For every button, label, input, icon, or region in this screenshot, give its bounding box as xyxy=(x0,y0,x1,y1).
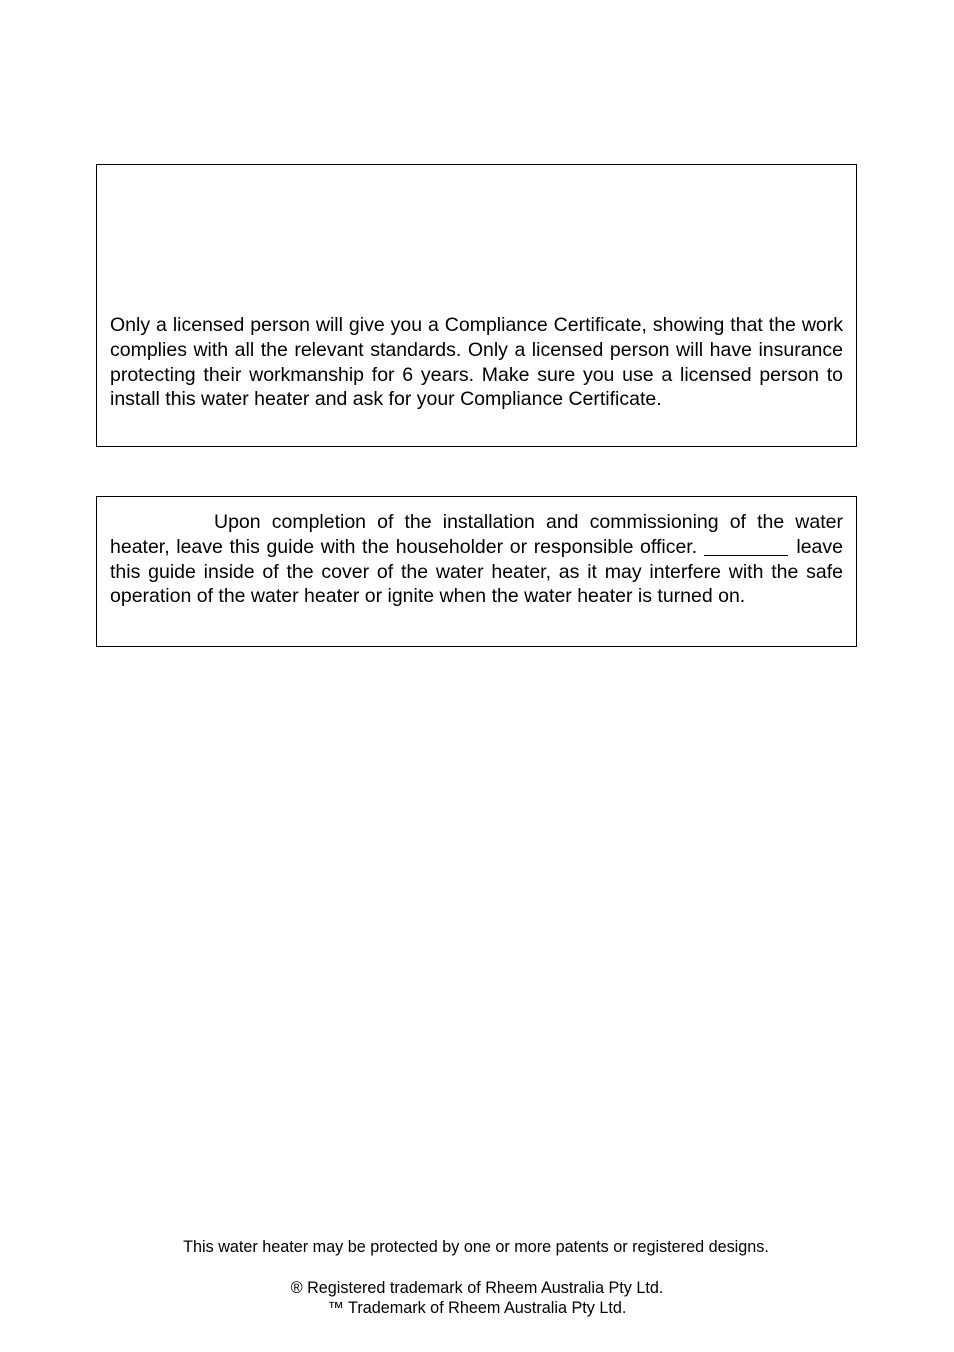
registered-trademark-notice: ® Registered trademark of Rheem Australia Pty Ltd. xyxy=(290,1279,664,1297)
licensed-person-notice-text: Only a licensed person will give you a Compliance Certificate, showing that the work complies with all the relevant standards. Only a licensed person will have insurance protecting their workmanship for 6 years. Make sure you use a licensed person to install this water heater and ask for your Compliance Certificate. xyxy=(110,314,843,411)
underlined-blank xyxy=(704,536,788,556)
trademark-notice: ™ Trademark of Rheem Australia Pty Ltd. xyxy=(327,1299,627,1317)
leave-guide-notice-box xyxy=(96,496,857,647)
patents-notice: This water heater may be protected by one or more patents or registered designs. xyxy=(183,1238,769,1256)
leave-guide-notice-paragraph xyxy=(110,510,843,609)
licensed-person-notice-box xyxy=(96,164,857,447)
leave-guide-warning-text: leave this guide inside of the cover of the water heater, as it may interfere with the safe operation of the water heater or ignite when the water heater is turned on. xyxy=(110,535,843,608)
leave-guide-instruction-text: Upon completion of the installation and commissioning of the water heater, leave this guide with the householder or responsible officer. xyxy=(110,511,843,558)
